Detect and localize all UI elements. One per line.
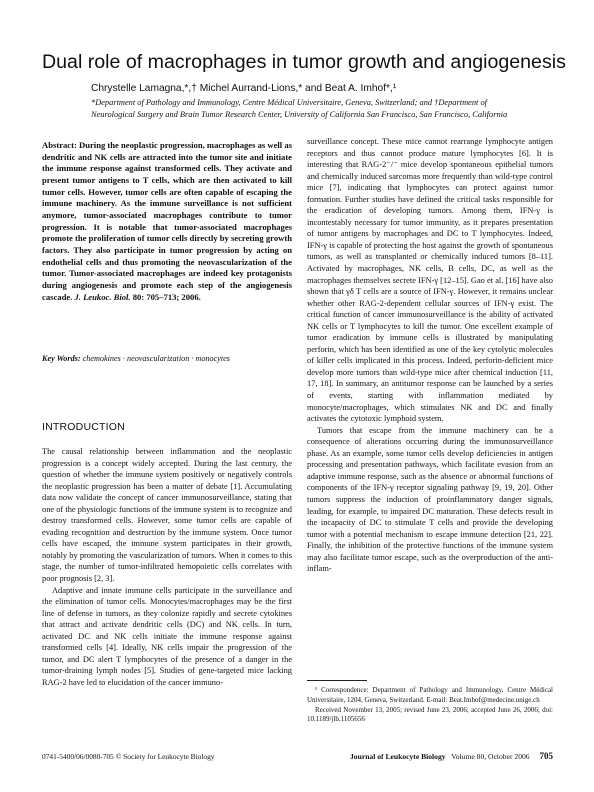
intro-right-column: [307, 136, 553, 575]
keywords: [42, 353, 292, 365]
abstract-citation: J. Leukoc. Biol.: [74, 291, 131, 302]
footer-page-number: 705: [539, 751, 553, 761]
abstract-label: Abstract:: [42, 140, 77, 150]
right-paragraph-1: surveillance concept. These mice cannot rearrange lymphocyte antigen receptors and thus cannot produce mature lymphocytes [6]. It is interesting that RAG-2⁻/⁻ mice develop spontaneous epithelial tumors and chemically induced sarcomas more frequently than wild-type control mice [7], indicating that lymphocytes can protect against tumor formation. Further studies have defined the critical tasks responsible for the eradication of developing tumors. Among them, IFN-γ is incontestably necessary for tumor immunity, as it prepares presentation of tumor antigens by macrophages and DC to T lymphocytes. Indeed, IFN-γ is capable of protecting the host against the growth of spontaneous tumors, as well as transplanted or chemically induced tumors [8–11]. Activated by macrophages, NK cells, B cells, DC, as well as the macrophages themselves secrete IFN-γ [12–15]. Gao et al. [16] have also shown that γδ T cells are a source of IFN-γ. However, it remains unclear whether other RAG-2-dependent cellular sources of IFN-γ exist. The critical function of cancer immunosurveillance is the ability of activated NK cells or T lymphocytes to kill the tumor. One excellent example of tumor eradication by immune cells is illustrated by manipulating perforin, which has been identified as one of the key cytolytic molecules of killer cells implicated in this process. Indeed, perforin-deficient mice develop more tumors than wild-type mice after chemical induction [11, 17, 18]. In summary, an antitumor response can be launched by a series of events, starting with inflammation mediated by monocyte/macrophages, which stimulates NK and DC and finally activates the cytotoxic lymphoid system.: [307, 137, 553, 424]
author-list: Chrystelle Lamagna,*,† Michel Aurrand-Lions,* and Beat A. Imhof*,¹: [91, 83, 397, 94]
intro-left-column: [42, 446, 292, 688]
affiliations: [91, 97, 561, 121]
abstract-citation-tail: 80: 705–713; 2006.: [132, 291, 201, 302]
affiliation-line-2: Neurological Surgery and Brain Tumor Research Center, University of California San Francisco, San Francisco, California: [91, 109, 508, 119]
footer-copyright: 0741-5400/06/0080-705 © Society for Leukocyte Biology: [42, 752, 215, 761]
article-title: Dual role of macrophages in tumor growth and angiogenesis: [42, 51, 566, 73]
footnote: [307, 686, 553, 725]
right-paragraph-2: Tumors that escape from the immune machinery can be a consequence of alterations occurring during the immunosurveillance phase. As an example, some tumor cells develop deficiencies in antigen processing and presentation pathways, which facilitate evasion from an adaptive immune response, such as the absence or abnormal functions of components of the IFN-γ receptor signaling pathway [9, 19, 20]. Other tumors suppress the induction of proinflammatory danger signals, leading, for example, to impaired DC maturation. These defects result in the incapacity of DC to stimulate T cells and provide the developing tumor with a potential mechanism to escape immune detection [21, 22]. Finally, the inhibition of the protective functions of the immune system may also facilitate tumor escape, such as the overproduction of the anti-inflam-: [307, 425, 553, 574]
intro-paragraph-1: The causal relationship between inflammation and the neoplastic progression is a concept widely accepted. During the last century, the question of whether the immune system positively or negatively controls the neoplastic progression has been a matter of debate [1]. Accumulating data now validate the concept of cancer immunosurveillance, stating that one of the physiologic functions of the immune system is to recognize and destroy transformed cells. However, some tumor cells are capable of evading recognition and destruction by the immune system. Once tumor cells have escaped, the immune system participates in their growth, notably by promoting the vascularization of tumors. When it comes to this stage, the number of tumor-infiltrated hemopoietic cells correlates with poor prognosis [2, 3].: [42, 447, 292, 584]
intro-paragraph-2: Adaptive and innate immune cells participate in the surveillance and the elimination of tumor cells. Monocytes/macrophages may be the first line of defense in tumors, as they colonize rapidly and secrete cytokines that attract and activate dendritic cells (DC) and NK cells. In turn, activated DC and NK cells initiate the immune response against transformed cells [4]. Ideally, NK cells impair the progression of the tumor, and DC alert T lymphocytes of the presence of a danger in the tumor-draining lymph nodes [5]. Studies of gene-targeted mice lacking RAG-2 have led to elucidation of the cancer immuno-: [42, 585, 292, 687]
footer-journal-name: Journal of Leukocyte Biology: [350, 752, 446, 761]
section-heading-introduction: INTRODUCTION: [42, 421, 125, 433]
footer-volume: Volume 80, October 2006: [451, 752, 530, 761]
keywords-label: Key Words:: [42, 354, 81, 363]
abstract: [42, 140, 292, 303]
keywords-text: chemokines · neovascularization · monocytes: [82, 354, 230, 363]
footer-journal-info: [350, 751, 553, 761]
abstract-text: During the neoplastic progression, macrophages as well as dendritic and NK cells are attracted into the tumor site and initiate the immune response against transformed cells. They activate and present tumor antigens to T cells, which are then activated to kill tumor cells. However, tumor cells are often capable of escaping the immune machinery. As the immune surveillance is not sufficient anymore, tumor-associated macrophages contribute to tumor progression. It is notable that tumor-associated macrophages promote the proliferation of tumor cells directly by secreting growth factors. They also participate in tumor progression by acting on endothelial cells and thus promoting the neovascularization of the tumor. Tumor-associated macrophages are indeed key protagonists during angiogenesis and promote each step of the angiogenesis cascade.: [42, 140, 292, 302]
footnote-rule: [307, 680, 367, 681]
footnote-correspondence: ¹ Correspondence: Department of Pathology and Immunology, Centre Médical Universitaire, 1204, Geneva, Switzerland. E-mail: Beat.Imhof@medecine.unige.ch: [307, 686, 553, 704]
footnote-received: Received November 13, 2005; revised June 23, 2006; accepted June 26, 2006; doi: 10.1189/jlb.1105656: [307, 705, 553, 724]
affiliation-line-1: *Department of Pathology and Immunology, Centre Médical Universitaire, Geneva, Switzerland; and †Department of: [91, 98, 487, 107]
